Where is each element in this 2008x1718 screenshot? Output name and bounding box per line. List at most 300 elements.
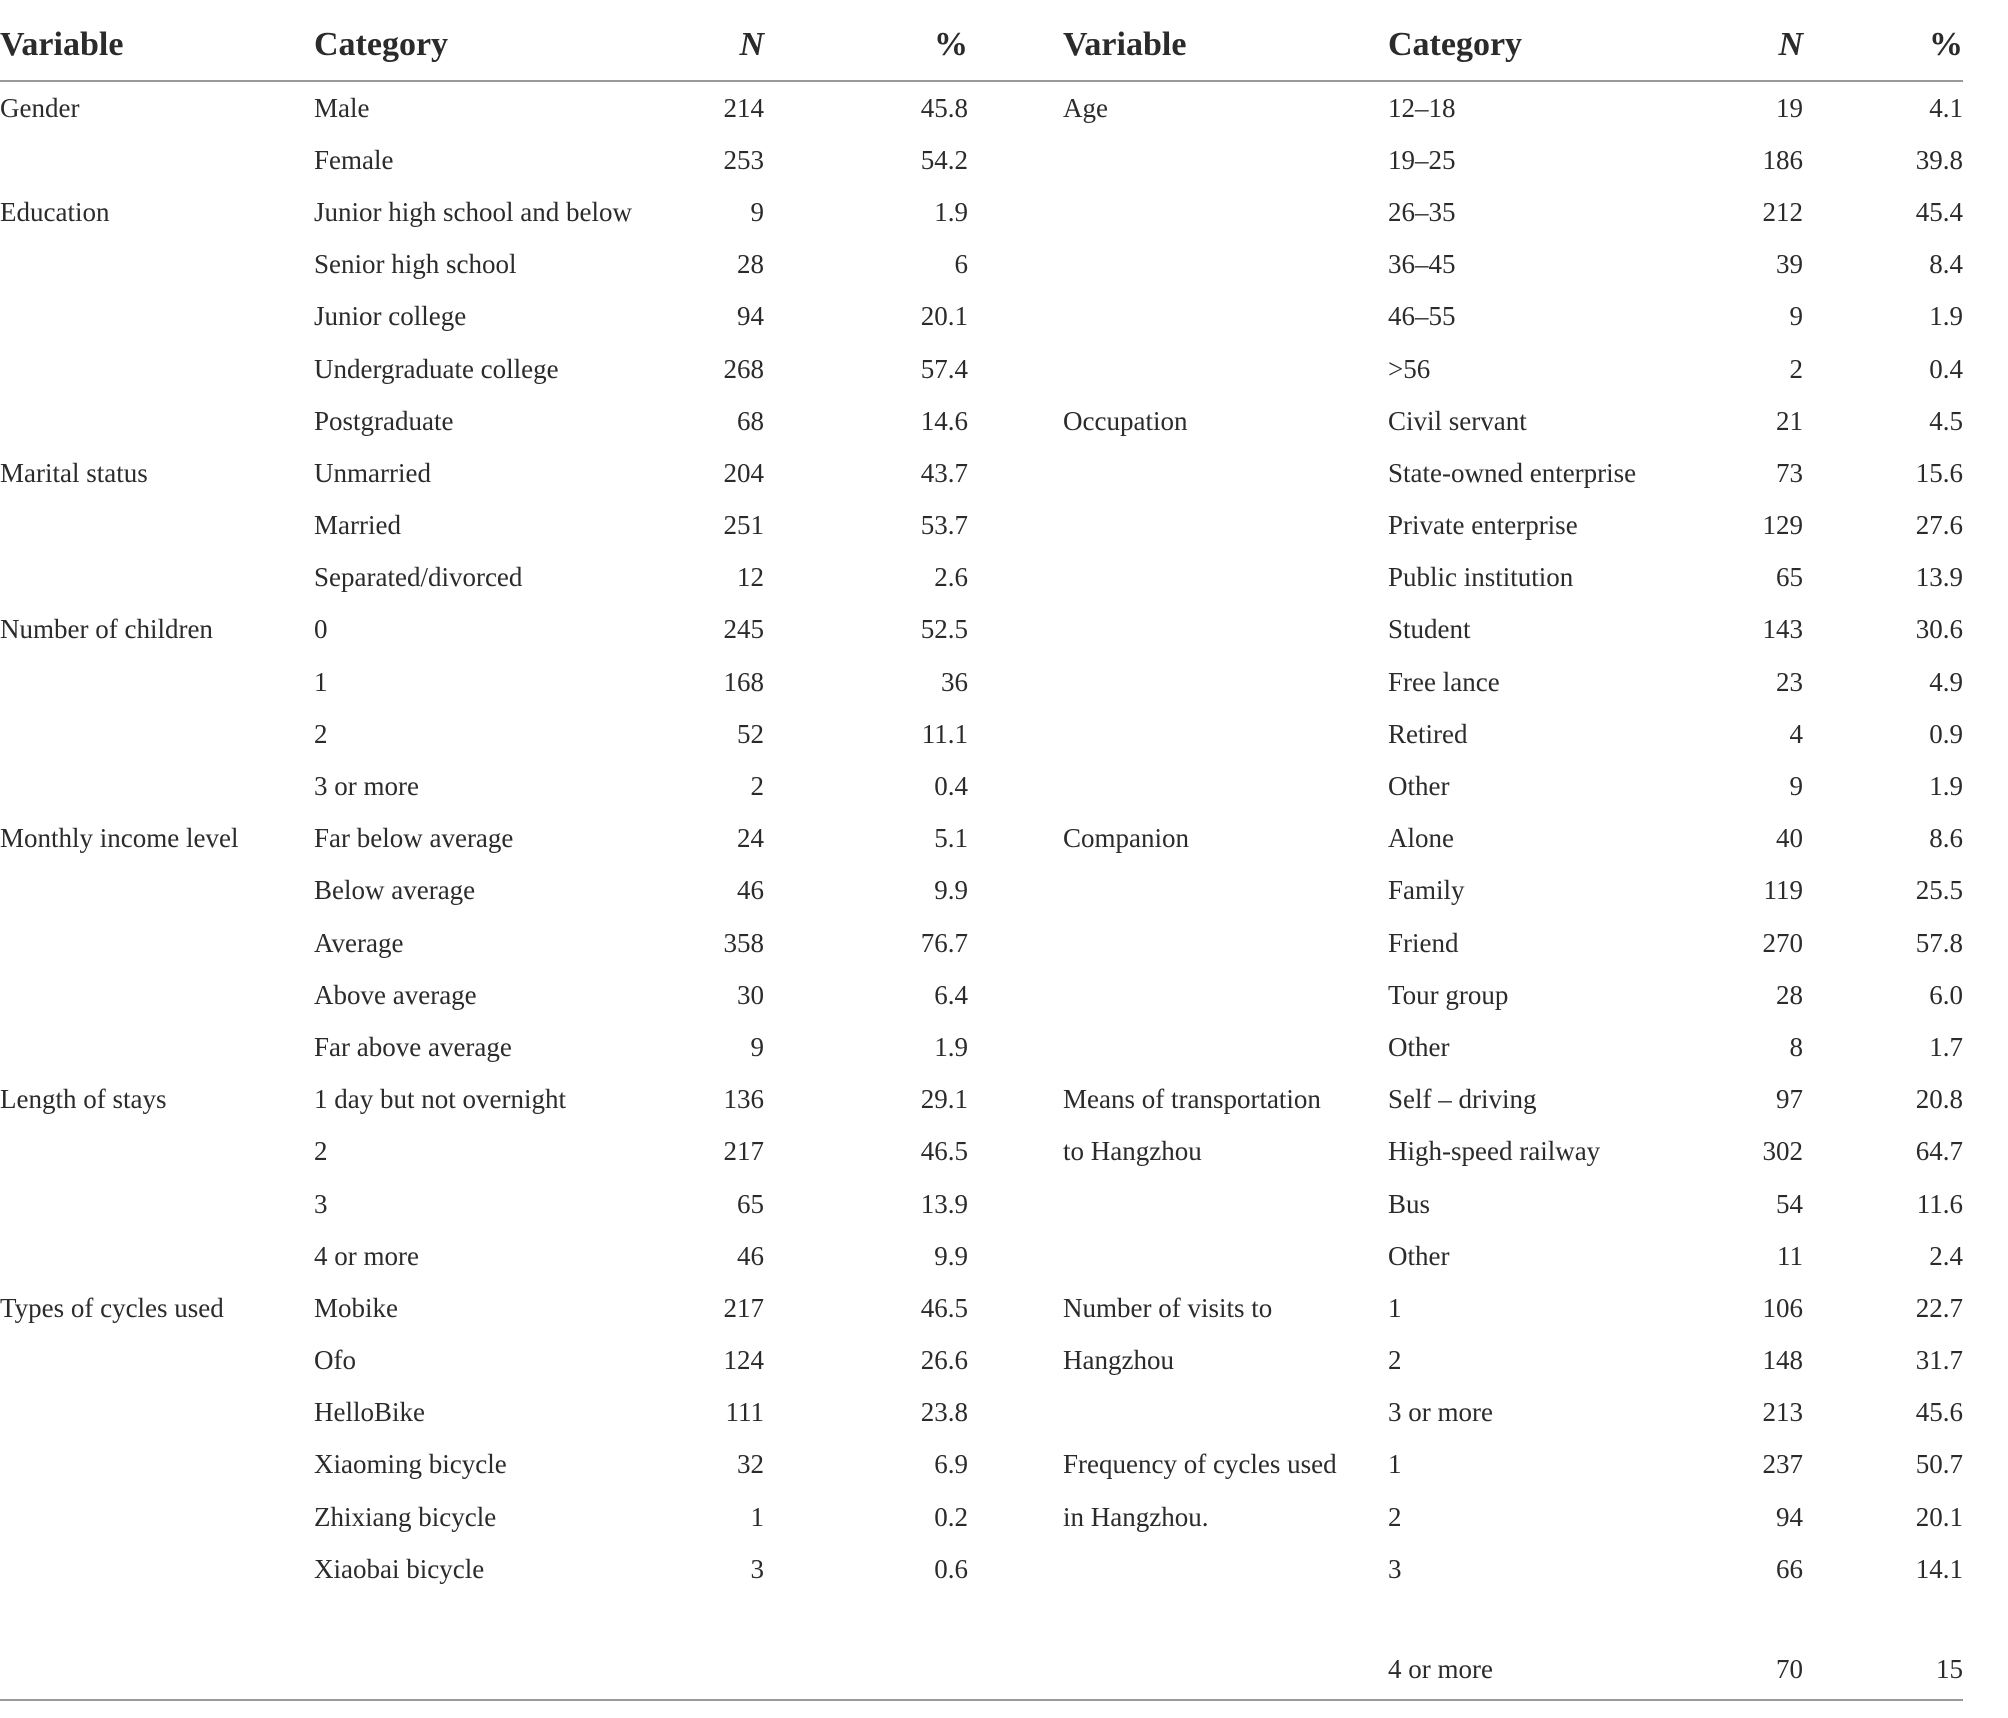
gap-cell (968, 1491, 1063, 1543)
variable-right-cell: Frequency of cycles used (1063, 1449, 1337, 1480)
percent-right-cell: 30.6 (1915, 614, 1963, 645)
category-left-cell: Ofo (314, 1345, 356, 1376)
category-right-cell: 4 or more (1388, 1595, 1638, 1700)
percent-right-cell: 15 (1803, 1595, 1963, 1700)
table-row (0, 186, 1963, 238)
gap-cell (968, 447, 1063, 499)
n-right-cell: 23 (1776, 666, 1803, 697)
percent-right-cell: 0.4 (1929, 353, 1963, 384)
variable-right-cell: Age (1063, 92, 1108, 123)
n-left-cell: 46 (737, 875, 764, 906)
table-row (0, 708, 1963, 760)
category-left-cell: Postgraduate (314, 405, 454, 436)
percent-left-cell: 76.7 (920, 927, 968, 958)
n-left-cell: 253 (723, 144, 764, 175)
table-row (0, 1126, 1963, 1178)
variable-right-cell: Means of transportation (1063, 1084, 1321, 1115)
category-left-cell: Female (314, 144, 394, 175)
n-right-cell: 19 (1776, 92, 1803, 123)
percent-left-cell: 6.9 (934, 1449, 968, 1480)
demographics-table-container (0, 10, 1963, 1701)
category-left-cell: Far above average (314, 1031, 512, 1062)
table-row (0, 604, 1963, 656)
n-right-cell: 65 (1776, 562, 1803, 593)
variable-right-cell (1063, 239, 1388, 291)
category-right-cell: 2 (1388, 1345, 1402, 1376)
percent-right-cell: 8.4 (1929, 249, 1963, 280)
variable-right-cell (1063, 969, 1388, 1021)
variable-right-cell (1063, 656, 1388, 708)
category-left-cell: Xiaobai bicycle (314, 1553, 485, 1584)
percent-left-cell: 46.5 (920, 1292, 968, 1323)
category-left-cell: Zhixiang bicycle (314, 1501, 497, 1532)
n-right-cell: 11 (1777, 1240, 1803, 1271)
category-right-cell: Other (1388, 771, 1450, 802)
variable-right-cell (1063, 291, 1388, 343)
percent-left-cell: 11.1 (921, 718, 968, 749)
variable-right-cell (1063, 1178, 1388, 1230)
table-header (0, 10, 1963, 81)
category-right-cell: Free lance (1388, 666, 1500, 697)
category-right-cell: Family (1388, 875, 1465, 906)
n-left-cell: 65 (737, 1188, 764, 1219)
n-right-cell: 129 (1762, 510, 1803, 541)
gap-cell (968, 1230, 1063, 1282)
category-left-cell: Xiaoming bicycle (314, 1449, 507, 1480)
category-left-cell: Male (314, 92, 370, 123)
gap-cell (968, 969, 1063, 1021)
gap-cell (968, 186, 1063, 238)
table-row (0, 500, 1963, 552)
variable-left-cell (0, 708, 314, 760)
variable-right-cell (1063, 760, 1388, 812)
percent-left-cell (764, 1595, 968, 1700)
n-left-cell: 46 (737, 1240, 764, 1271)
table-row (0, 343, 1963, 395)
gap-cell (968, 291, 1063, 343)
variable-right-cell (1063, 343, 1388, 395)
n-right-cell: 54 (1776, 1188, 1803, 1219)
variable-left-cell (0, 1595, 314, 1700)
category-right-cell: Tour group (1388, 979, 1509, 1010)
n-left-cell: 124 (723, 1345, 764, 1376)
n-right-cell: 148 (1762, 1345, 1803, 1376)
category-right-cell: 3 (1388, 1553, 1402, 1584)
percent-left-cell: 45.8 (920, 92, 968, 123)
gap-cell (968, 917, 1063, 969)
percent-left-cell: 20.1 (920, 301, 968, 332)
percent-right-cell: 27.6 (1915, 510, 1963, 541)
percent-left-cell: 0.2 (934, 1501, 968, 1532)
variable-left-cell (0, 760, 314, 812)
gap-cell (968, 865, 1063, 917)
category-left-cell: Above average (314, 979, 477, 1010)
table-row (0, 865, 1963, 917)
variable-left-cell (0, 917, 314, 969)
gap-cell (968, 813, 1063, 865)
variable-right-cell (1063, 865, 1388, 917)
variable-right-cell: to Hangzhou (1063, 1136, 1202, 1167)
gap-cell (968, 1074, 1063, 1126)
variable-left-cell (0, 1126, 314, 1178)
variable-left-cell (0, 1543, 314, 1595)
variable-right-cell: Hangzhou (1063, 1345, 1174, 1376)
variable-left-cell (0, 1387, 314, 1439)
table-row (0, 134, 1963, 186)
gap-cell (968, 81, 1063, 134)
category-right-cell: Friend (1388, 927, 1459, 958)
percent-right-cell: 64.7 (1915, 1136, 1963, 1167)
percent-right-cell: 1.7 (1929, 1031, 1963, 1062)
gap-cell (968, 656, 1063, 708)
n-left-cell: 168 (723, 666, 764, 697)
n-left-cell: 358 (723, 927, 764, 958)
category-right-cell: Other (1388, 1240, 1450, 1271)
variable-left-cell (0, 291, 314, 343)
n-right-cell: 213 (1762, 1397, 1803, 1428)
variable-left-cell: Marital status (0, 457, 148, 488)
n-left-cell: 111 (725, 1397, 764, 1428)
n-left-cell (564, 1595, 764, 1700)
percent-right-cell: 20.8 (1915, 1084, 1963, 1115)
header-variable-right: Variable (1063, 10, 1388, 81)
category-left-cell: 0 (314, 614, 328, 645)
percent-right-cell: 4.9 (1929, 666, 1963, 697)
table-row (0, 291, 1963, 343)
gap-cell (968, 1282, 1063, 1334)
gap-cell (968, 134, 1063, 186)
variable-right-cell (1063, 500, 1388, 552)
n-left-cell: 9 (750, 1031, 764, 1062)
category-right-cell: 36–45 (1388, 249, 1456, 280)
variable-right-cell: in Hangzhou. (1063, 1501, 1209, 1532)
n-left-cell: 245 (723, 614, 764, 645)
category-right-cell: 2 (1388, 1501, 1402, 1532)
category-right-cell: 19–25 (1388, 144, 1456, 175)
n-left-cell: 24 (737, 823, 764, 854)
percent-right-cell: 45.4 (1915, 196, 1963, 227)
variable-left-cell (0, 1021, 314, 1073)
category-right-cell: 12–18 (1388, 92, 1456, 123)
table-body (0, 81, 1963, 1700)
variable-left-cell: Monthly income level (0, 823, 239, 854)
percent-right-cell: 22.7 (1915, 1292, 1963, 1323)
table-row (0, 969, 1963, 1021)
category-left-cell: Junior college (314, 301, 467, 332)
gap-cell (968, 395, 1063, 447)
category-right-cell: 1 (1388, 1292, 1402, 1323)
header-variable-left: Variable (0, 10, 314, 81)
category-left-cell: 3 (314, 1188, 328, 1219)
gap-cell (968, 1439, 1063, 1491)
n-right-cell: 9 (1789, 771, 1803, 802)
category-right-cell: 1 (1388, 1449, 1402, 1480)
n-right-cell: 39 (1776, 249, 1803, 280)
percent-left-cell: 6 (954, 249, 968, 280)
table-row (0, 1335, 1963, 1387)
table-row (0, 447, 1963, 499)
percent-left-cell: 9.9 (934, 875, 968, 906)
category-left-cell: Far below average (314, 823, 514, 854)
percent-left-cell: 5.1 (934, 823, 968, 854)
n-right-cell: 8 (1789, 1031, 1803, 1062)
percent-left-cell: 14.6 (920, 405, 968, 436)
n-right-cell: 73 (1776, 457, 1803, 488)
percent-left-cell: 9.9 (934, 1240, 968, 1271)
n-right-cell: 9 (1789, 301, 1803, 332)
table-row (0, 1178, 1963, 1230)
n-right-cell: 4 (1789, 718, 1803, 749)
category-right-cell: Other (1388, 1031, 1450, 1062)
n-left-cell: 32 (737, 1449, 764, 1480)
gap-cell (968, 760, 1063, 812)
n-right-cell: 28 (1776, 979, 1803, 1010)
n-left-cell: 268 (723, 353, 764, 384)
variable-left-cell (0, 1335, 314, 1387)
category-right-cell: Civil servant (1388, 405, 1527, 436)
category-right-cell: 26–35 (1388, 196, 1456, 227)
table-row (0, 1282, 1963, 1334)
n-right-cell: 302 (1762, 1136, 1803, 1167)
variable-left-cell: Number of children (0, 614, 213, 645)
variable-left-cell (0, 1230, 314, 1282)
demographics-table (0, 10, 1963, 1701)
percent-left-cell: 1.9 (934, 1031, 968, 1062)
variable-right-cell (1063, 1230, 1388, 1282)
gap-cell (968, 552, 1063, 604)
percent-right-cell: 1.9 (1929, 301, 1963, 332)
gap-cell (968, 1543, 1063, 1595)
n-right-cell: 2 (1789, 353, 1803, 384)
percent-left-cell: 53.7 (920, 510, 968, 541)
variable-left-cell (0, 969, 314, 1021)
n-right-cell: 119 (1763, 875, 1803, 906)
percent-right-cell: 45.6 (1915, 1397, 1963, 1428)
header-percent-right: % (1803, 10, 1963, 81)
percent-right-cell: 57.8 (1915, 927, 1963, 958)
variable-left-cell (0, 865, 314, 917)
n-left-cell: 204 (723, 457, 764, 488)
percent-right-cell: 2.4 (1929, 1240, 1963, 1271)
table-row (0, 1230, 1963, 1282)
variable-right-cell: Occupation (1063, 405, 1188, 436)
gap-cell (968, 604, 1063, 656)
table-row (0, 1074, 1963, 1126)
n-left-cell: 28 (737, 249, 764, 280)
percent-right-cell: 8.6 (1929, 823, 1963, 854)
variable-left-cell (0, 395, 314, 447)
category-right-cell: Self – driving (1388, 1084, 1537, 1115)
percent-right-cell: 20.1 (1915, 1501, 1963, 1532)
n-left-cell: 52 (737, 718, 764, 749)
table-row (0, 917, 1963, 969)
n-left-cell: 94 (737, 301, 764, 332)
variable-right-cell: Companion (1063, 823, 1189, 854)
n-left-cell: 12 (737, 562, 764, 593)
header-category-right: Category (1388, 10, 1638, 81)
category-left-cell: 2 (314, 1136, 328, 1167)
table-row (0, 1387, 1963, 1439)
percent-right-cell: 50.7 (1915, 1449, 1963, 1480)
category-left-cell: Unmarried (314, 457, 431, 488)
n-right-cell: 66 (1776, 1553, 1803, 1584)
table-row (0, 1543, 1963, 1595)
n-right-cell: 70 (1638, 1595, 1803, 1700)
variable-left-cell (0, 552, 314, 604)
category-right-cell: Retired (1388, 718, 1468, 749)
table-row (0, 395, 1963, 447)
n-left-cell: 217 (723, 1292, 764, 1323)
percent-left-cell: 46.5 (920, 1136, 968, 1167)
gap-cell (968, 1126, 1063, 1178)
category-left-cell: 3 or more (314, 771, 419, 802)
n-right-cell: 212 (1762, 196, 1803, 227)
percent-left-cell: 2.6 (934, 562, 968, 593)
table-row (0, 1491, 1963, 1543)
percent-right-cell: 11.6 (1916, 1188, 1963, 1219)
variable-left-cell (0, 1491, 314, 1543)
n-left-cell: 136 (723, 1084, 764, 1115)
n-right-cell: 237 (1762, 1449, 1803, 1480)
n-left-cell: 30 (737, 979, 764, 1010)
category-right-cell: 46–55 (1388, 301, 1456, 332)
percent-left-cell: 13.9 (920, 1188, 968, 1219)
n-left-cell: 251 (723, 510, 764, 541)
gap-cell (968, 500, 1063, 552)
category-left-cell: Mobike (314, 1292, 398, 1323)
percent-left-cell: 52.5 (920, 614, 968, 645)
variable-left-cell: Types of cycles used (0, 1292, 224, 1323)
header-gap (968, 10, 1063, 81)
n-right-cell: 270 (1762, 927, 1803, 958)
variable-right-cell (1063, 1021, 1388, 1073)
category-left-cell: 1 day but not overnight (314, 1084, 566, 1115)
gap-cell (968, 1021, 1063, 1073)
category-right-cell: Public institution (1388, 562, 1574, 593)
percent-right-cell: 31.7 (1915, 1345, 1963, 1376)
variable-left-cell: Gender (0, 92, 80, 123)
category-right-cell: State-owned enterprise (1388, 457, 1637, 488)
variable-right-cell (1063, 604, 1388, 656)
percent-right-cell: 14.1 (1915, 1553, 1963, 1584)
category-left-cell: HelloBike (314, 1397, 425, 1428)
percent-right-cell: 1.9 (1929, 771, 1963, 802)
category-right-cell: Student (1388, 614, 1471, 645)
table-row (0, 656, 1963, 708)
table-row (0, 1595, 1963, 1700)
category-left-cell: Senior high school (314, 249, 517, 280)
category-left-cell: 4 or more (314, 1240, 419, 1271)
gap-cell (968, 708, 1063, 760)
table-row (0, 813, 1963, 865)
variable-left-cell: Length of stays (0, 1084, 167, 1115)
category-right-cell: High-speed railway (1388, 1136, 1601, 1167)
header-percent-left: % (764, 10, 968, 81)
variable-right-cell (1063, 552, 1388, 604)
n-left-cell: 68 (737, 405, 764, 436)
percent-left-cell: 43.7 (920, 457, 968, 488)
category-left-cell: Below average (314, 875, 476, 906)
category-left-cell: Junior high school and below (314, 196, 632, 227)
table-row (0, 760, 1963, 812)
n-right-cell: 106 (1762, 1292, 1803, 1323)
variable-right-cell (1063, 134, 1388, 186)
n-right-cell: 40 (1776, 823, 1803, 854)
category-left-cell: Average (314, 927, 404, 958)
n-right-cell: 94 (1776, 1501, 1803, 1532)
header-n-right: N (1638, 10, 1803, 81)
category-left-cell: Undergraduate college (314, 353, 559, 384)
category-right-cell: 3 or more (1388, 1397, 1493, 1428)
header-category-left: Category (314, 10, 564, 81)
variable-right-cell (1063, 1595, 1388, 1700)
header-row (0, 10, 1963, 81)
variable-right-cell (1063, 1387, 1388, 1439)
variable-left-cell: Education (0, 196, 110, 227)
variable-right-cell: Number of visits to (1063, 1292, 1273, 1323)
percent-right-cell: 39.8 (1915, 144, 1963, 175)
n-right-cell: 186 (1762, 144, 1803, 175)
percent-left-cell: 26.6 (920, 1345, 968, 1376)
n-right-cell: 97 (1776, 1084, 1803, 1115)
percent-right-cell: 15.6 (1915, 457, 1963, 488)
category-right-cell: Bus (1388, 1188, 1431, 1219)
percent-left-cell: 57.4 (920, 353, 968, 384)
gap-cell (968, 1387, 1063, 1439)
category-right-cell: Alone (1388, 823, 1454, 854)
variable-right-cell (1063, 447, 1388, 499)
table-row (0, 81, 1963, 134)
variable-right-cell (1063, 917, 1388, 969)
table-row (0, 552, 1963, 604)
percent-right-cell: 4.1 (1929, 92, 1963, 123)
category-left-cell (314, 1595, 564, 1700)
category-right-cell: >56 (1388, 353, 1431, 384)
gap-cell (968, 1335, 1063, 1387)
percent-right-cell: 25.5 (1915, 875, 1963, 906)
variable-right-cell (1063, 708, 1388, 760)
n-left-cell: 3 (750, 1553, 764, 1584)
header-n-left: N (564, 10, 764, 81)
percent-left-cell: 23.8 (920, 1397, 968, 1428)
gap-cell (968, 343, 1063, 395)
percent-left-cell: 6.4 (934, 979, 968, 1010)
n-left-cell: 2 (750, 771, 764, 802)
variable-left-cell (0, 343, 314, 395)
gap-cell (968, 1595, 1063, 1700)
n-left-cell: 214 (723, 92, 764, 123)
n-right-cell: 143 (1762, 614, 1803, 645)
n-left-cell: 217 (723, 1136, 764, 1167)
gap-cell (968, 1178, 1063, 1230)
n-left-cell: 1 (750, 1501, 764, 1532)
percent-right-cell: 0.9 (1929, 718, 1963, 749)
category-left-cell: 2 (314, 718, 328, 749)
variable-left-cell (0, 1439, 314, 1491)
percent-right-cell: 4.5 (1929, 405, 1963, 436)
table-row (0, 1021, 1963, 1073)
percent-left-cell: 1.9 (934, 196, 968, 227)
percent-left-cell: 54.2 (920, 144, 968, 175)
variable-left-cell (0, 134, 314, 186)
category-left-cell: Married (314, 510, 401, 541)
table-row (0, 239, 1963, 291)
category-left-cell: Separated/divorced (314, 562, 523, 593)
table-row (0, 1439, 1963, 1491)
variable-left-cell (0, 656, 314, 708)
n-right-cell: 21 (1776, 405, 1803, 436)
gap-cell (968, 239, 1063, 291)
